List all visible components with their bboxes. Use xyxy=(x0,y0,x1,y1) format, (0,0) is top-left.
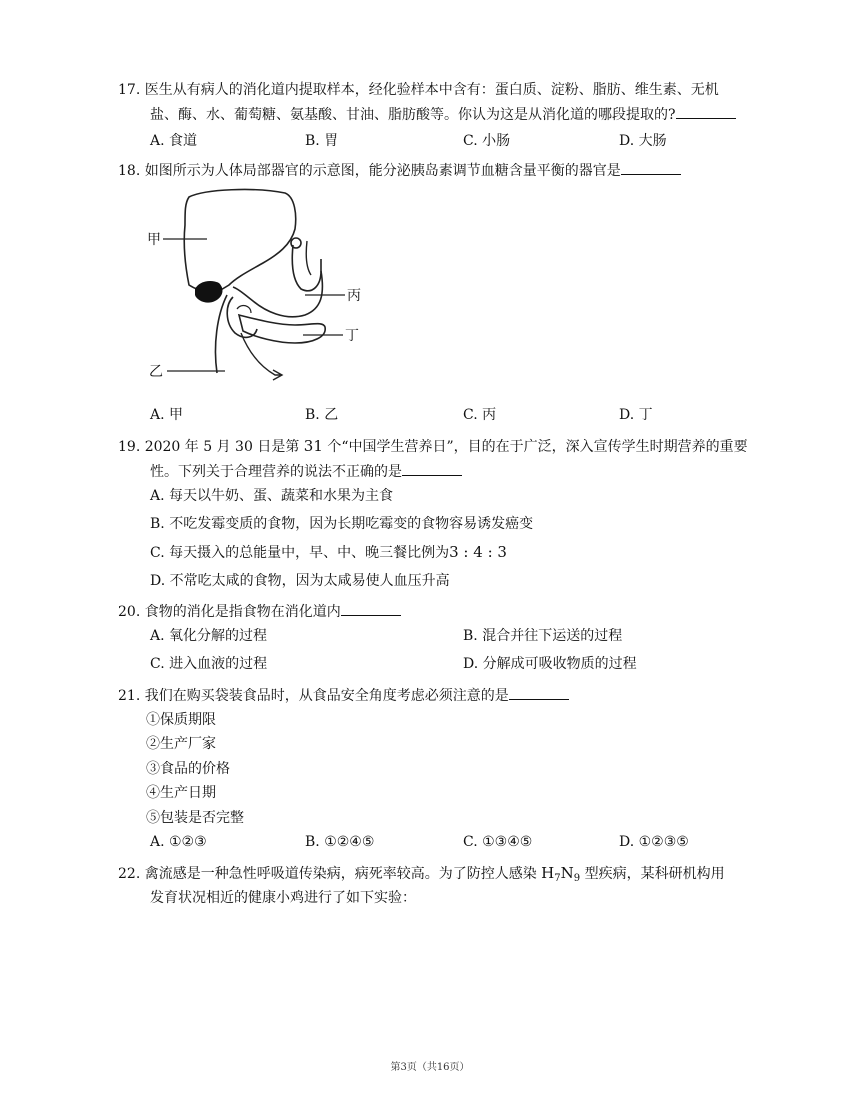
q20-option-b: B. 混合并往下运送的过程 xyxy=(463,628,623,644)
q21-item: ①保质期限 xyxy=(146,712,216,728)
q22-text-a: 22. 禽流感是一种急性呼吸道传染病，病死率较高。为了防控人感染 xyxy=(118,866,537,882)
q19-line1 xyxy=(118,436,748,457)
virus-h: H xyxy=(541,864,555,882)
q19-option-a: A. 每天以牛奶、蛋、蔬菜和水果为主食 xyxy=(150,488,394,504)
q17-option-a: A. 食道 xyxy=(150,133,198,149)
page-footer: 第3页（共16页） xyxy=(390,1062,470,1073)
answer-blank xyxy=(621,160,681,175)
q20-option-a: A. 氧化分解的过程 xyxy=(150,628,268,644)
q18-line1 xyxy=(118,160,681,181)
q18-option-b: B. 乙 xyxy=(305,407,339,423)
q17-option-c: C. 小肠 xyxy=(463,133,511,149)
q21-option-b: B. ①②④⑤ xyxy=(305,834,375,850)
q20-line1 xyxy=(118,601,401,622)
q20-stem: 20. 食物的消化是指食物在消化道内 xyxy=(118,604,341,620)
q20-option-c: C. 进入血液的过程 xyxy=(150,656,268,672)
q22-line1 xyxy=(118,863,725,889)
q19-option-c xyxy=(150,542,507,563)
q19-stem: 性。下列关于合理营养的说法不正确的是 xyxy=(150,464,402,480)
virus-name xyxy=(541,864,580,882)
q19-option-b: B. 不吃发霉变质的食物，因为长期吃霉变的食物容易诱发癌变 xyxy=(150,516,534,532)
label-jia: 甲 xyxy=(147,232,161,248)
answer-blank xyxy=(341,601,401,616)
q21-stem: 21. 我们在购买袋装食品时，从食品安全角度考虑必须注意的是 xyxy=(118,688,509,704)
q21-item: ⑤包装是否完整 xyxy=(146,810,244,826)
q19-line2 xyxy=(150,461,462,482)
q19-text-a: 19. 2020 年 5 月 30 日是第 xyxy=(118,439,300,455)
q19-option-c-text: C. 每天摄入的总能量中，早、中、晚三餐比例为 xyxy=(150,545,450,561)
q17-line2 xyxy=(150,104,736,125)
virus-n: N xyxy=(560,864,574,882)
answer-blank xyxy=(509,685,569,700)
q21-option-d: D. ①②③⑤ xyxy=(619,834,689,850)
q19-option-d: D. 不常吃太咸的食物，因为太咸易使人血压升高 xyxy=(150,573,450,589)
q18-stem: 18. 如图所示为人体局部器官的示意图，能分泌胰岛素调节血糖含量平衡的器官是 xyxy=(118,163,621,179)
q18-option-c: C. 丙 xyxy=(463,407,497,423)
q21-option-c: C. ①③④⑤ xyxy=(463,834,533,850)
label-ding: 丁 xyxy=(345,328,359,344)
digestive-organs-figure xyxy=(145,185,370,385)
q21-line1 xyxy=(118,685,569,706)
q17-stem: 盐、酶、水、葡萄糖、氨基酸、甘油、脂肪酸等。你认为这是从消化道的哪段提取的? xyxy=(150,107,676,123)
label-bing: 丙 xyxy=(347,288,361,304)
virus-h-sub: 7 xyxy=(554,873,561,884)
q22-line2: 发育状况相近的健康小鸡进行了如下实验： xyxy=(150,890,416,906)
q17-line1: 17. 医生从有病人的消化道内提取样本，经化验样本中含有：蛋白质、淀粉、脂肪、维生素、无机 xyxy=(118,82,719,98)
answer-blank xyxy=(676,104,736,119)
q18-option-d: D. 丁 xyxy=(619,407,653,423)
q21-item: ③食品的价格 xyxy=(146,761,230,777)
q21-item: ④生产日期 xyxy=(146,785,216,801)
answer-blank xyxy=(402,461,462,476)
q17-option-d: D. 大肠 xyxy=(619,133,667,149)
q20-option-d: D. 分解成可吸收物质的过程 xyxy=(463,656,637,672)
q21-item: ②生产厂家 xyxy=(146,736,216,752)
q19-text-b: 个“中国学生营养日”，目的在于广泛，深入宣传学生时期营养的重要 xyxy=(327,439,748,455)
q19-day-number: 31 xyxy=(303,437,323,455)
virus-n-sub: 9 xyxy=(573,873,581,884)
q22-text-b: 型疾病，某科研机构用 xyxy=(584,866,725,882)
label-yi: 乙 xyxy=(149,364,163,380)
q18-option-a: A. 甲 xyxy=(150,407,184,423)
meal-ratio: 3 : 4 : 3 xyxy=(449,543,507,561)
q21-option-a: A. ①②③ xyxy=(150,834,207,850)
q17-option-b: B. 胃 xyxy=(305,133,339,149)
